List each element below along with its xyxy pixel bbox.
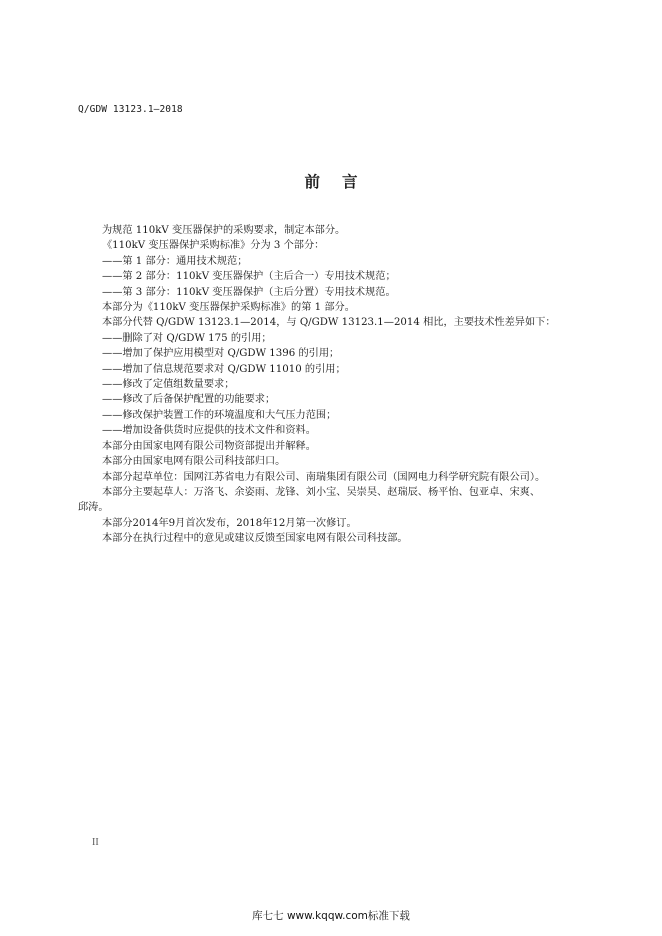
paragraph-line: ——增加了保护应用模型对 Q/GDW 1396 的引用；	[102, 348, 340, 360]
document-code: Q/GDW 13123.1—2018	[78, 104, 183, 115]
paragraph-line: 本部分为《110kV 变压器保护采购标准》的第 1 部分。	[102, 302, 355, 314]
paragraph-line: 邱涛。	[78, 502, 109, 514]
paragraph-line: 本部分在执行过程中的意见或建议反馈至国家电网有限公司科技部。	[102, 533, 408, 545]
paragraph-line: ——增加设备供货时应提供的技术文件和资料。	[102, 425, 316, 437]
page-title: 前言	[304, 173, 380, 191]
paragraph-line: 为规范 110kV 变压器保护的采购要求，制定本部分。	[102, 225, 346, 236]
page-number: II	[92, 837, 99, 848]
footer-watermark: 库七七 www.kqqw.com标准下载	[252, 910, 410, 922]
paragraph-line: 《110kV 变压器保护采购标准》分为 3 个部分：	[102, 240, 325, 252]
paragraph-line: ——修改保护装置工作的环境温度和大气压力范围；	[102, 409, 337, 421]
paragraph-line: 本部分由国家电网有限公司物资部提出并解释。	[102, 440, 316, 452]
paragraph-line: ——第 2 部分：110kV 变压器保护（主后合一）专用技术规范；	[102, 271, 396, 283]
paragraph-line: ——第 3 部分：110kV 变压器保护（主后分置）专用技术规范。	[102, 286, 396, 298]
paragraph-line: 本部分由国家电网有限公司科技部归口。	[102, 456, 286, 468]
paragraph-line: ——修改了定值组数量要求；	[102, 379, 235, 391]
paragraph-line: ——修改了后备保护配置的功能要求；	[102, 394, 276, 406]
foreword-body	[78, 223, 586, 547]
paragraph-line: 本部分代替 Q/GDW 13123.1—2014，与 Q/GDW 13123.1—2014 相比，主要技术性差异如下：	[102, 317, 556, 329]
paragraph-line: ——第 1 部分：通用技术规范；	[102, 255, 248, 267]
paragraph-line: 本部分主要起草人：万洛飞、余姿雨、龙锋、刘小宝、吴崇昊、赵瑞辰、杨平怡、包亚卓、宋爽、	[102, 486, 541, 498]
paragraph-line: 本部分起草单位：国网江苏省电力有限公司、南瑞集团有限公司（国网电力科学研究院有限公司）。	[102, 471, 546, 483]
paragraph-line: ——删除了对 Q/GDW 175 的引用；	[102, 332, 272, 344]
paragraph-line: 本部分2014年9月首次发布，2018年12月第一次修订。	[102, 517, 357, 529]
paragraph-line: ——增加了信息规范要求对 Q/GDW 11010 的引用；	[102, 363, 346, 375]
